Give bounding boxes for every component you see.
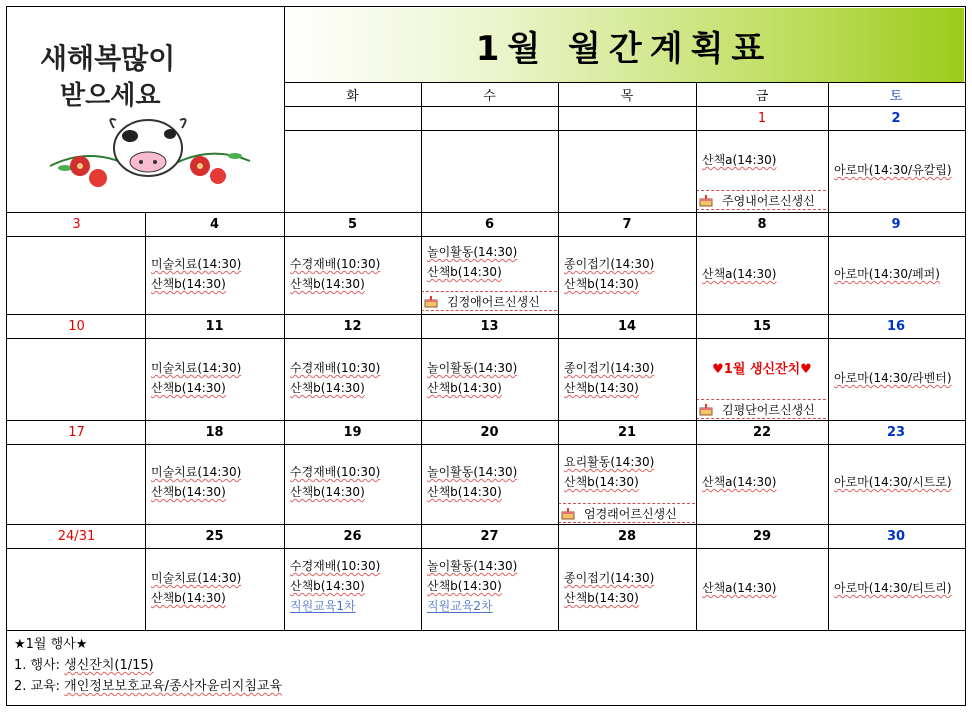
date-23: 23 [886,424,906,440]
weekday-sat: 토 [889,88,903,104]
day-1-birthday: 주영내어르신생신 [696,190,826,210]
cake-icon [560,506,576,520]
grid-line [558,82,559,630]
day-27-activities: 놀이활동(14:30) 산책b(14:30) 직원교육2차 [421,556,517,616]
grid-line [284,106,966,107]
date-17: 17 [68,424,85,440]
grid-line [696,82,697,630]
date-6: 6 [484,216,495,232]
grid-line [6,524,966,525]
day-23-activities: 아로마(14:30/시트로) [834,475,952,489]
event-notes [14,634,282,697]
date-9: 9 [891,216,901,232]
date-2: 2 [891,110,901,126]
day-30-activities: 아로마(14:30/티트리) [834,581,952,595]
grid-line [828,82,829,630]
event-heading: ★1월 행사★ [14,637,88,652]
date-20: 20 [480,424,499,440]
date-13: 13 [480,318,499,334]
grid-line [965,6,966,706]
monthly-plan-sheet [6,6,966,706]
date-8: 8 [757,216,767,232]
weekday-wed: 수 [483,88,496,104]
grid-line [284,130,966,131]
date-11: 11 [205,318,224,334]
day-16-activities: 아로마(14:30/라벤터) [834,371,952,385]
date-26: 26 [343,528,362,544]
grid-line [6,212,966,213]
cake-icon [698,402,714,416]
day-19-activities: 수경재배(10:30) 산책b(14:30) [290,465,381,499]
day-20-activities: 놀이활동(14:30) 산책b(14:30) [427,465,518,499]
grid-line [6,420,966,421]
day-14-activities: 종이접기(14:30) 산책b(14:30) [564,361,655,395]
date-18: 18 [205,424,224,440]
day-7-activities: 종이접기(14:30) 산책b(14:30) [564,257,655,291]
grid-line [6,444,966,445]
grid-line [6,705,966,706]
date-30: 30 [886,528,906,544]
day-9-activities: 아로마(14:30/페퍼) [834,267,940,281]
birthday-party-label: ♥1월 생신잔치♥ [712,362,812,377]
date-25: 25 [205,528,224,544]
day-21-birthday: 엄경래어르신생신 [558,503,695,523]
grid-line [6,548,966,549]
grid-line [6,6,966,7]
day-29-activities: 산책a(14:30) [702,581,777,595]
new-year-cow-illustration [20,16,276,212]
date-19: 19 [343,424,362,440]
date-24-31: 24/31 [57,528,96,544]
page-title: 1월 월간계획표 [475,28,773,69]
grid-line [6,236,966,237]
date-21: 21 [617,424,637,440]
cake-icon [698,193,714,207]
date-22: 22 [752,424,772,440]
date-10: 10 [68,318,85,334]
grid-line [284,82,966,83]
staff-training-1: 직원교육1차 [290,599,356,613]
date-15: 15 [752,318,772,334]
day-6-birthday: 김정애어르신생신 [421,291,557,311]
weekday-thu: 목 [620,88,634,104]
day-11-activities: 미술치료(14:30) 산책b(14:30) [151,361,242,395]
greeting-line1: 새해복많이 [40,42,176,75]
day-1-activities: 산책a(14:30) [702,153,777,167]
grid-line [6,6,7,706]
date-4: 4 [209,216,220,232]
date-12: 12 [343,318,362,334]
day-28-activities: 종이접기(14:30) 산책b(14:30) [564,571,655,605]
date-1: 1 [757,110,767,126]
grid-line [6,630,966,631]
staff-training-2: 직원교육2차 [427,599,493,613]
day-13-activities: 놀이활동(14:30) 산책b(14:30) [427,361,518,395]
grid-line [284,6,285,630]
day-2-activities: 아로마(14:30/유칼립) [834,163,952,177]
day-22-activities: 산책a(14:30) [702,475,777,489]
day-5-activities: 수경재배(10:30) 산책b(14:30) [290,257,381,291]
grid-line [6,338,966,339]
grid-line [421,82,422,630]
date-27: 27 [480,528,499,544]
cake-icon [423,294,439,308]
event-line-2: 2. 교육: 개인정보보호교육/종사자윤리지침교육 [14,679,283,694]
day-18-activities: 미술치료(14:30) 산책b(14:30) [151,465,242,499]
day-26-activities: 수경재배(10:30) 산책b(14:30) 직원교육1차 [284,556,380,616]
grid-line [6,314,966,315]
date-29: 29 [752,528,772,544]
day-6-activities: 놀이활동(14:30) 산책b(14:30) [427,245,518,279]
date-7: 7 [622,216,632,232]
date-28: 28 [617,528,637,544]
greeting-line2: 받으세요 [60,81,161,111]
day-12-activities: 수경재배(10:30) 산책b(14:30) [290,361,381,395]
weekday-fri: 금 [755,88,769,104]
grid-line [145,212,146,630]
date-3: 3 [72,216,81,232]
weekday-tue: 화 [346,88,359,104]
date-5: 5 [347,216,358,232]
day-21-activities: 요리활동(14:30) 산책b(14:30) [564,455,655,489]
day-8-activities: 산책a(14:30) [702,267,777,281]
date-16: 16 [886,318,906,334]
date-14: 14 [617,318,637,334]
day-15-birthday: 김평단어르신생신 [696,399,826,419]
day-25-activities: 미술치료(14:30) 산책b(14:30) [151,571,242,605]
event-line-1: 1. 행사: 생신잔치(1/15) [14,658,154,673]
day-4-activities: 미술치료(14:30) 산책b(14:30) [151,257,242,291]
